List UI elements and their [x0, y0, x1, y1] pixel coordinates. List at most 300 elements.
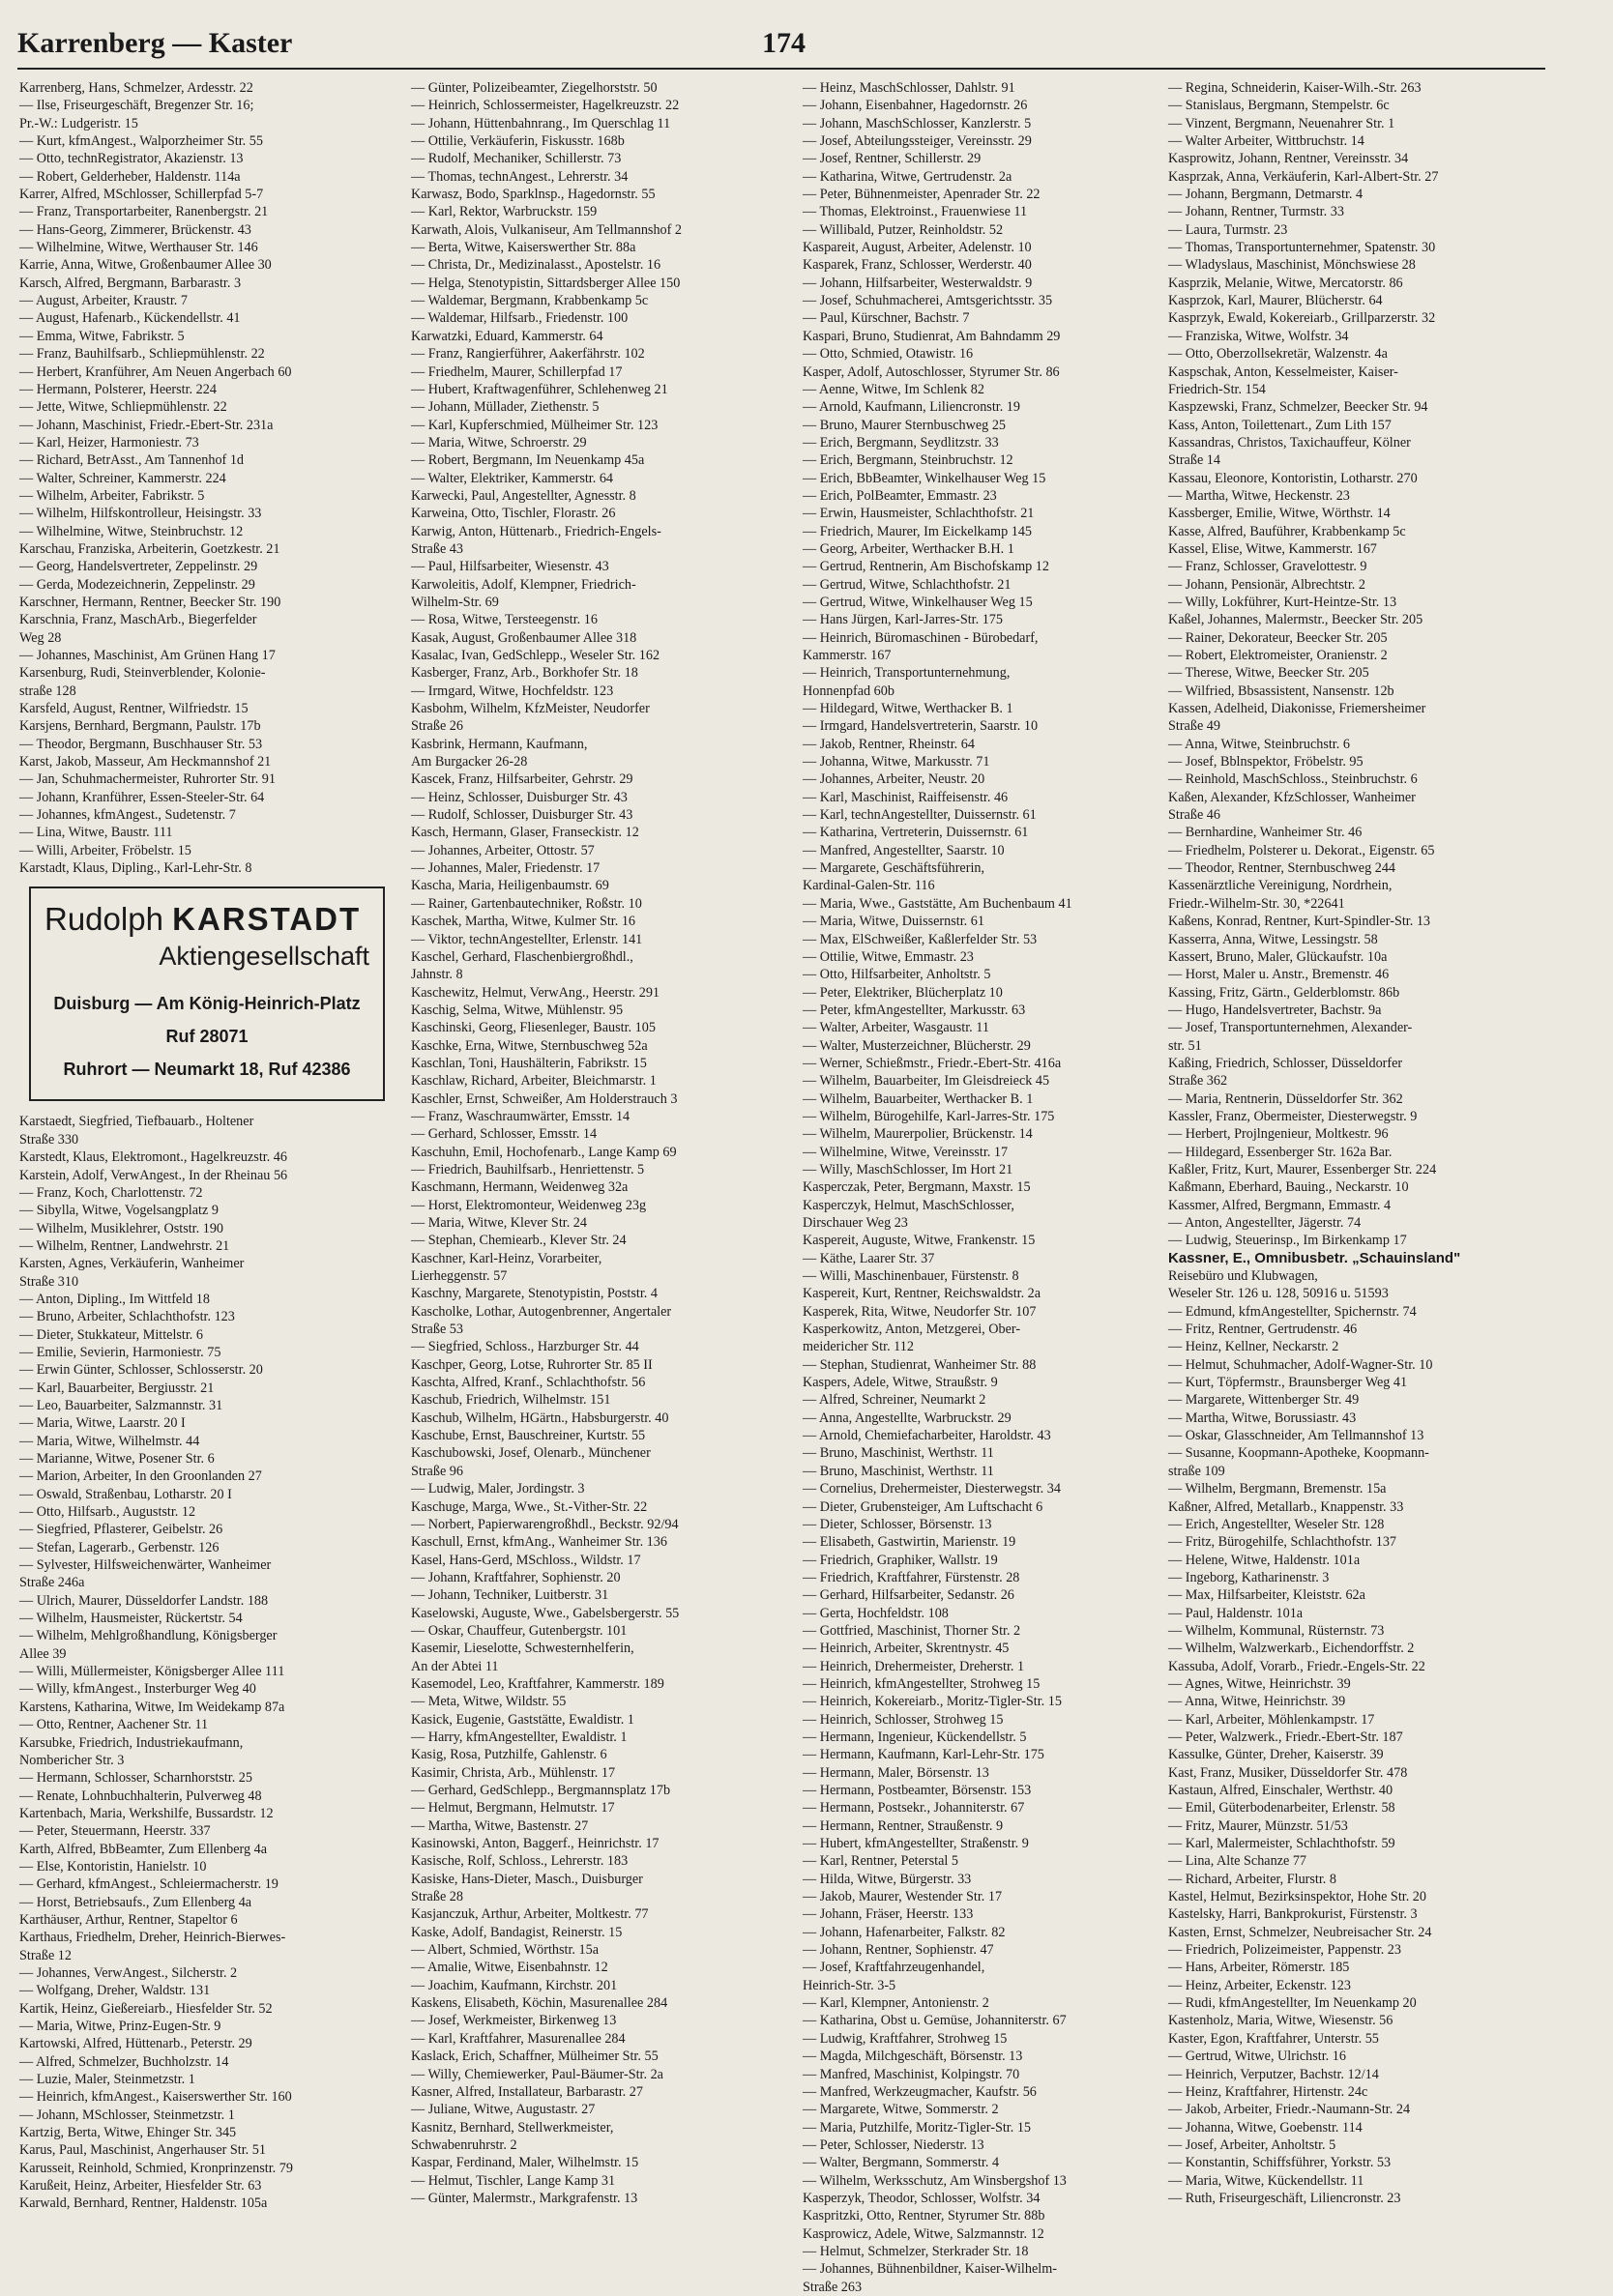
- directory-entry: Kasimir, Christa, Arb., Mühlenstr. 17: [411, 1764, 616, 1781]
- directory-entry: — Christa, Dr., Medizinalasst., Apostelstr. 16: [411, 257, 661, 274]
- directory-entry: — Erich, PolBeamter, Emmastr. 23: [803, 487, 997, 504]
- directory-entry: Kascha, Maria, Heiligenbaumstr. 69: [411, 878, 609, 894]
- directory-entry: — Johann, Techniker, Luitberstr. 31: [411, 1587, 609, 1604]
- directory-entry: — Hubert, kfmAngestellter, Straßenstr. 9: [803, 1836, 1029, 1852]
- directory-entry: — Otto, Schmied, Otawistr. 16: [803, 346, 974, 363]
- directory-entry: Friedr.-Wilhelm-Str. 30, *22641: [1168, 895, 1345, 912]
- directory-entry: — Maria, Witwe, Schroerstr. 29: [411, 434, 587, 450]
- directory-entry: Karth, Alfred, BbBeamter, Zum Ellenberg 4a: [19, 1841, 268, 1857]
- directory-entry: Kasch, Hermann, Glaser, Franseckistr. 12: [411, 825, 639, 841]
- directory-entry: Karrenberg, Hans, Schmelzer, Ardesstr. 22: [19, 80, 253, 96]
- directory-entry: — Hubert, Kraftwagenführer, Schlehenweg 21: [411, 381, 668, 397]
- directory-entry: — Katharina, Witwe, Gertrudenstr. 2a: [803, 168, 1012, 185]
- directory-entry: — Cornelius, Drehermeister, Diesterwegstr. 34: [803, 1481, 1061, 1497]
- directory-entry: — Agnes, Witwe, Heinrichstr. 39: [1168, 1675, 1351, 1692]
- directory-entry: Karwecki, Paul, Angestellter, Agnesstr. 8: [411, 487, 636, 504]
- directory-entry: — Josef, Werkmeister, Birkenweg 13: [411, 2013, 617, 2029]
- directory-entry: Kasparek, Franz, Schlosser, Werderstr. 40: [803, 257, 1032, 274]
- directory-entry: — Gerhard, GedSchlepp., Bergmannsplatz 17b: [411, 1783, 671, 1798]
- directory-entry: — Willi, Müllermeister, Königsberger Allee 111: [19, 1664, 285, 1680]
- directory-entry: — Siegfried, Pflasterer, Geibelstr. 26: [19, 1522, 223, 1538]
- directory-entry: — Dieter, Grubensteiger, Am Luftschacht 6: [803, 1498, 1043, 1515]
- directory-entry: Kasse, Alfred, Bauführer, Krabbenkamp 5c: [1168, 523, 1406, 539]
- directory-entry: — Anna, Witwe, Heinrichstr. 39: [1168, 1694, 1346, 1710]
- directory-entry: Kasel, Hans-Gerd, MSchloss., Wildstr. 17: [411, 1552, 641, 1568]
- directory-entry: — Karl, Bauarbeiter, Bergiusstr. 21: [19, 1380, 215, 1396]
- directory-entry: Kaschinski, Georg, Fliesenleger, Baustr. 105: [411, 1020, 656, 1036]
- directory-entry: str. 51: [1168, 1037, 1202, 1054]
- directory-entry: — Wilhelm, Bauarbeiter, Im Gleisdreieck 45: [803, 1073, 1050, 1090]
- directory-entry: Karsenburg, Rudi, Steinverblender, Kolonie-: [19, 665, 266, 682]
- directory-entry: Lierheggenstr. 57: [411, 1268, 508, 1285]
- directory-entry: — Katharina, Vertreterin, Duissernstr. 61: [803, 825, 1029, 841]
- directory-entry: Kascek, Franz, Hilfsarbeiter, Gehrstr. 29: [411, 771, 633, 788]
- directory-entry: — Karl, Rektor, Warbruckstr. 159: [411, 204, 598, 220]
- directory-entry: Kastenholz, Maria, Witwe, Wiesenstr. 56: [1168, 2013, 1393, 2029]
- directory-entry: — Waldemar, Bergmann, Krabbenkamp 5c: [411, 293, 649, 309]
- directory-entry: — Heinrich, Büromaschinen - Bürobedarf,: [803, 629, 1039, 646]
- directory-entry: — Maria, Wwe., Gaststätte, Am Buchenbaum 41: [803, 895, 1072, 912]
- column-3: [803, 79, 1178, 2295]
- ad-subtitle: Aktiengesellschaft: [159, 942, 369, 972]
- directory-entry: — Erich, BbBeamter, Winkelhauser Weg 15: [803, 470, 1046, 486]
- directory-entry: — Otto, Rentner, Aachener Str. 11: [19, 1717, 209, 1733]
- directory-entry: — Ruth, Friseurgeschäft, Liliencronstr. 23: [1168, 2190, 1401, 2206]
- directory-entry: Kartik, Heinz, Gießereiarb., Hiesfelder Str. 52: [19, 2000, 273, 2017]
- directory-entry: — Hermann, Postbeamter, Börsenstr. 153: [803, 1783, 1032, 1798]
- directory-entry: — Stephan, Chemiearb., Klever Str. 24: [411, 1233, 627, 1249]
- directory-entry: — Aenne, Witwe, Im Schlenk 82: [803, 381, 984, 397]
- directory-entry: — Marianne, Witwe, Posener Str. 6: [19, 1451, 215, 1467]
- directory-entry: — Jakob, Arbeiter, Friedr.-Naumann-Str. 24: [1168, 2102, 1411, 2118]
- directory-entry: Kasalac, Ivan, GedSchlepp., Weseler Str. 162: [411, 648, 660, 663]
- directory-entry: — Josef, Schuhmacherei, Amtsgerichtsstr. 35: [803, 293, 1053, 309]
- directory-entry: — Hermann, Postsekr., Johanniterstr. 67: [803, 1800, 1025, 1816]
- directory-entry: — Josef, Kraftfahrzeugenhandel,: [803, 1960, 985, 1976]
- running-head: Karrenberg — Kaster: [17, 27, 293, 59]
- directory-entry: Kaßler, Fritz, Kurt, Maurer, Essenberger Str. 224: [1168, 1161, 1437, 1177]
- directory-entry: Straße 53: [411, 1322, 463, 1338]
- directory-entry: — Friedrich, Graphiker, Wallstr. 19: [803, 1552, 998, 1568]
- directory-entry: — Paul, Kürschner, Bachstr. 7: [803, 310, 970, 327]
- directory-entry: Karwoleitis, Adolf, Klempner, Friedrich-: [411, 576, 636, 593]
- directory-entry: — Karl, Arbeiter, Möhlenkampstr. 17: [1168, 1711, 1375, 1728]
- directory-entry: — Rosa, Witwe, Tersteegenstr. 16: [411, 612, 598, 628]
- directory-entry: — Hermann, Ingenieur, Kückendellstr. 5: [803, 1729, 1027, 1745]
- directory-entry: — Margarete, Witwe, Sommerstr. 2: [803, 2102, 999, 2118]
- directory-entry: — Peter, Walzwerk., Friedr.-Ebert-Str. 187: [1168, 1729, 1403, 1745]
- directory-entry: Kardinal-Galen-Str. 116: [803, 878, 935, 894]
- directory-entry: — Erich, Bergmann, Seydlitzstr. 33: [803, 434, 999, 450]
- directory-entry: — Friedrich, Polizeimeister, Pappenstr. 23: [1168, 1942, 1401, 1959]
- directory-entry: — Johann, Eisenbahner, Hagedornstr. 26: [803, 98, 1028, 114]
- directory-entry: — Walter Arbeiter, Wittbruchstr. 14: [1168, 133, 1364, 150]
- directory-entry: Kastaun, Alfred, Einschaler, Werthstr. 40: [1168, 1783, 1393, 1798]
- directory-entry: Kasjanczuk, Arthur, Arbeiter, Moltkestr. 77: [411, 1906, 649, 1923]
- directory-entry: Kaßing, Friedrich, Schlosser, Düsseldorfer: [1168, 1055, 1403, 1071]
- directory-entry: — Waldemar, Hilfsarb., Friedenstr. 100: [411, 310, 629, 327]
- directory-entry: Karsjens, Bernhard, Bergmann, Paulstr. 17b: [19, 718, 261, 735]
- directory-entry: Kaschper, Georg, Lotse, Ruhrorter Str. 85 II: [411, 1356, 653, 1373]
- directory-entry: — Wilhelmine, Witwe, Werthauser Str. 146: [19, 240, 258, 256]
- directory-entry: Kaspar, Ferdinand, Maler, Wilhelmstr. 15: [411, 2155, 639, 2171]
- directory-entry: Kassandras, Christos, Taxichauffeur, Kölner: [1168, 434, 1411, 450]
- directory-entry: — Heinz, Schlosser, Duisburger Str. 43: [411, 789, 628, 805]
- directory-entry: — Ludwig, Kraftfahrer, Strohweg 15: [803, 2030, 1008, 2047]
- directory-entry: — Hildegard, Witwe, Werthacker B. 1: [803, 701, 1013, 717]
- directory-entry: — Robert, Elektromeister, Oranienstr. 2: [1168, 648, 1388, 663]
- karstadt-advertisement: [29, 886, 385, 1101]
- directory-entry: — Rudi, kfmAngestellter, Im Neuenkamp 20: [1168, 1995, 1417, 2012]
- directory-entry: — Susanne, Koopmann-Apotheke, Koopmann-: [1168, 1445, 1429, 1462]
- directory-entry: — Bruno, Maurer Sternbuschweg 25: [803, 417, 1007, 433]
- directory-entry: — Robert, Bergmann, Im Neuenkamp 45a: [411, 452, 645, 469]
- directory-entry: — Marion, Arbeiter, In den Groonlanden 27: [19, 1468, 262, 1485]
- directory-entry: — Johann, Kranführer, Essen-Steeler-Str. 64: [19, 789, 265, 805]
- directory-entry: — Jakob, Maurer, Westender Str. 17: [803, 1889, 1003, 1905]
- directory-entry: Kasische, Rolf, Schloss., Lehrerstr. 183: [411, 1853, 629, 1870]
- directory-entry: — Emma, Witwe, Fabrikstr. 5: [19, 328, 185, 344]
- directory-entry: Kasemir, Lieselotte, Schwesternhelferin,: [411, 1641, 634, 1657]
- directory-entry: — Peter, Schlosser, Niederstr. 13: [803, 2136, 984, 2153]
- directory-entry: — Franz, Schlosser, Gravelottestr. 9: [1168, 559, 1367, 575]
- directory-entry: — Josef, Transportunternehmen, Alexander-: [1168, 1020, 1413, 1036]
- directory-entry: Kaschel, Gerhard, Flaschenbiergroßhdl.,: [411, 948, 633, 965]
- directory-entry: — August, Hafenarb., Kückendellstr. 41: [19, 310, 241, 327]
- directory-entry: Straße 12: [19, 1947, 72, 1963]
- directory-entry: — Alfred, Schreiner, Neumarkt 2: [803, 1392, 986, 1409]
- directory-entry: Honnenpfad 60b: [803, 683, 894, 699]
- directory-entry: Karwath, Alois, Vulkaniseur, Am Tellmannshof 2: [411, 221, 682, 238]
- directory-entry: — Maria, Witwe, Prinz-Eugen-Str. 9: [19, 2019, 221, 2034]
- directory-entry: Straße 246a: [19, 1575, 85, 1591]
- directory-entry: — Willy, MaschSchlosser, Im Hort 21: [803, 1161, 1013, 1177]
- directory-entry: Karthaus, Friedhelm, Dreher, Heinrich-Bierwes-: [19, 1930, 286, 1946]
- directory-entry: — Wolfgang, Dreher, Waldstr. 131: [19, 1983, 211, 1999]
- directory-entry: Kaschlaw, Richard, Arbeiter, Bleichmarstr. 1: [411, 1073, 657, 1090]
- directory-entry: — Fritz, Rentner, Gertrudenstr. 46: [1168, 1322, 1358, 1338]
- directory-entry: Kastel, Helmut, Bezirksinspektor, Hohe Str. 20: [1168, 1889, 1426, 1905]
- directory-entry: — Karl, Kupferschmied, Mülheimer Str. 123: [411, 417, 659, 433]
- directory-entry: — Bruno, Arbeiter, Schlachthofstr. 123: [19, 1309, 235, 1325]
- directory-entry: — Alfred, Schmelzer, Buchholzstr. 14: [19, 2053, 229, 2070]
- directory-entry: — Arnold, Chemiefacharbeiter, Haroldstr. 43: [803, 1428, 1051, 1444]
- directory-entry: Kaschubowski, Josef, Olenarb., Münchener: [411, 1445, 651, 1462]
- directory-entry: Pr.-W.: Ludgeristr. 15: [19, 115, 138, 131]
- directory-entry: Kasperzyk, Theodor, Schlosser, Wolfstr. 34: [803, 2190, 1041, 2206]
- directory-entry: — Johannes, Bühnenbildner, Kaiser-Wilhelm-: [803, 2261, 1057, 2278]
- directory-entry: — Heinz, Kellner, Neckarstr. 2: [1168, 1339, 1339, 1355]
- directory-entry: Karschner, Hermann, Rentner, Beecker Str. 190: [19, 594, 281, 610]
- directory-entry: Kasserra, Anna, Witwe, Lessingstr. 58: [1168, 931, 1378, 947]
- directory-entry: — Johannes, Maschinist, Am Grünen Hang 17: [19, 648, 276, 663]
- directory-entry: — Johannes, VerwAngest., Silcherstr. 2: [19, 1964, 238, 1981]
- directory-entry: — Johanna, Witwe, Goebenstr. 114: [1168, 2119, 1363, 2136]
- ad-company-name: [44, 900, 369, 939]
- directory-entry: Kaschub, Friedrich, Wilhelmstr. 151: [411, 1392, 611, 1409]
- directory-entry: straße 128: [19, 683, 76, 699]
- directory-entry: Kaschlan, Toni, Haushälterin, Fabrikstr. 15: [411, 1055, 647, 1071]
- directory-entry: — Wilhelm, Mehlgroßhandlung, Königsberger: [19, 1628, 278, 1644]
- directory-entry: Kaspzewski, Franz, Schmelzer, Beecker Str. 94: [1168, 399, 1428, 416]
- directory-entry: — Stefan, Lagerarb., Gerbenstr. 126: [19, 1539, 220, 1555]
- directory-entry: — Gertrud, Witwe, Ulrichstr. 16: [1168, 2049, 1346, 2065]
- directory-entry: — Johann, Kraftfahrer, Sophienstr. 20: [411, 1569, 621, 1585]
- directory-entry: Kasprzak, Anna, Verkäuferin, Karl-Albert-Str. 27: [1168, 168, 1439, 185]
- directory-entry: — Gerta, Hochfeldstr. 108: [803, 1605, 949, 1621]
- directory-entry: — Friedrich, Maurer, Im Eickelkamp 145: [803, 523, 1033, 539]
- directory-entry: — Renate, Lohnbuchhalterin, Pulverweg 48: [19, 1787, 262, 1804]
- directory-entry: — Stanislaus, Bergmann, Stempelstr. 6c: [1168, 98, 1390, 114]
- directory-entry: — Ilse, Friseurgeschäft, Bregenzer Str. 16;: [19, 98, 254, 114]
- directory-entry: Kaschube, Ernst, Bauschreiner, Kurtstr. 55: [411, 1428, 646, 1444]
- directory-entry: Kaßel, Johannes, Malermstr., Beecker Str. 205: [1168, 612, 1423, 628]
- directory-entry: meidericher Str. 112: [803, 1339, 914, 1355]
- directory-entry: — Regina, Schneiderin, Kaiser-Wilh.-Str. 263: [1168, 80, 1422, 96]
- directory-entry: — Franz, Koch, Charlottenstr. 72: [19, 1184, 203, 1201]
- directory-entry: Kassler, Franz, Obermeister, Diesterwegstr. 9: [1168, 1108, 1418, 1124]
- directory-entry: — Maria, Witwe, Klever Str. 24: [411, 1215, 587, 1231]
- directory-entry: Kaselowski, Auguste, Wwe., Gabelsbergerstr. 55: [411, 1605, 680, 1621]
- directory-entry: — Wilhelm, Kommunal, Rüsternstr. 73: [1168, 1622, 1385, 1639]
- directory-entry: Kaspers, Adele, Witwe, Straußstr. 9: [803, 1375, 998, 1391]
- directory-entry: — Willi, Arbeiter, Fröbelstr. 15: [19, 842, 191, 858]
- column-2: [411, 79, 786, 2211]
- directory-entry: — Helene, Witwe, Haldenstr. 101a: [1168, 1552, 1361, 1568]
- directory-entry: — Franz, Rangierführer, Aakerfährstr. 102: [411, 346, 645, 363]
- directory-entry: — Erwin, Hausmeister, Schlachthofstr. 21: [803, 506, 1035, 522]
- directory-entry: Karrie, Anna, Witwe, Großenbaumer Allee 30: [19, 257, 272, 274]
- directory-entry: — Theodor, Rentner, Sternbuschweg 244: [1168, 860, 1396, 877]
- directory-entry: Am Burgacker 26-28: [411, 754, 528, 770]
- directory-entry: — Oswald, Straßenbau, Lotharstr. 20 I: [19, 1486, 232, 1502]
- directory-entry: — Otto, Hilfsarbeiter, Anholtstr. 5: [803, 967, 991, 983]
- directory-entry: — Ludwig, Maler, Jordingstr. 3: [411, 1481, 585, 1497]
- directory-entry: — Helmut, Bergmann, Helmutstr. 17: [411, 1800, 615, 1816]
- directory-entry: Kassen, Adelheid, Diakonisse, Friemersheimer: [1168, 701, 1426, 717]
- directory-entry: — Walter, Arbeiter, Wasgaustr. 11: [803, 1020, 989, 1036]
- directory-entry: — Johann, Hüttenbahnrang., Im Querschlag 11: [411, 115, 671, 131]
- directory-entry: Kaßen, Alexander, KfzSchlosser, Wanheimer: [1168, 789, 1416, 805]
- directory-entry: Kassing, Fritz, Gärtn., Gelderblomstr. 86b: [1168, 984, 1400, 1001]
- directory-entry: — Johann, Rentner, Turmstr. 33: [1168, 204, 1344, 220]
- directory-entry: — Franziska, Witwe, Wolfstr. 34: [1168, 328, 1349, 344]
- directory-entry: — Thomas, technAngest., Lehrerstr. 34: [411, 168, 629, 185]
- directory-entry: — Lina, Witwe, Baustr. 111: [19, 825, 173, 841]
- directory-entry: — Rainer, Dekorateur, Beecker Str. 205: [1168, 629, 1388, 646]
- directory-entry: Karstedt, Klaus, Elektromont., Hagelkreuzstr. 46: [19, 1149, 287, 1166]
- directory-entry: Kaspareit, August, Arbeiter, Adelenstr. 10: [803, 240, 1032, 256]
- directory-entry: — Karl, Rentner, Peterstal 5: [803, 1853, 958, 1870]
- ad-name-last: KARSTADT: [172, 901, 362, 938]
- directory-entry: Kasperek, Rita, Witwe, Neudorfer Str. 107: [803, 1303, 1037, 1320]
- directory-entry: — Josef, Rentner, Schillerstr. 29: [803, 151, 982, 167]
- directory-entry: — Johann, Hafenarbeiter, Falkstr. 82: [803, 1924, 1006, 1940]
- directory-entry: Dirschauer Weg 23: [803, 1215, 908, 1231]
- directory-entry: — Emil, Güterbodenarbeiter, Erlenstr. 58: [1168, 1800, 1395, 1816]
- directory-entry: Kasemodel, Leo, Kraftfahrer, Kammerstr. 189: [411, 1675, 664, 1692]
- directory-entry: — Lina, Alte Schanze 77: [1168, 1853, 1307, 1870]
- directory-entry: — Martha, Witwe, Borussiastr. 43: [1168, 1410, 1357, 1426]
- directory-entry: Kasbrink, Hermann, Kaufmann,: [411, 736, 588, 752]
- directory-entry: — Karl, Malermeister, Schlachthofstr. 59: [1168, 1836, 1395, 1852]
- directory-entry: — Wilhelm, Rentner, Landwehrstr. 21: [19, 1237, 230, 1254]
- directory-entry: Kaßner, Alfred, Metallarb., Knappenstr. 33: [1168, 1498, 1404, 1515]
- directory-entry: Kaschub, Wilhelm, HGärtn., Habsburgerstr. 40: [411, 1410, 669, 1426]
- directory-entry: Schwabenruhrstr. 2: [411, 2136, 517, 2153]
- directory-entry: Kassuba, Adolf, Vorarb., Friedr.-Engels-Str. 22: [1168, 1658, 1425, 1674]
- directory-entry: — Helga, Stenotypistin, Sittardsberger Allee 150: [411, 275, 681, 291]
- directory-entry: — Herbert, Kranführer, Am Neuen Angerbach 60: [19, 363, 292, 380]
- directory-entry: — Josef, Bblnspektor, Fröbelstr. 95: [1168, 754, 1364, 770]
- directory-entry: — Josef, Abteilungssteiger, Vereinsstr. 29: [803, 133, 1032, 150]
- directory-entry: Weg 28: [19, 629, 62, 646]
- directory-entry: — Oskar, Glasschneider, Am Tellmannshof 13: [1168, 1428, 1424, 1444]
- directory-entry: — Wladyslaus, Maschinist, Mönchswiese 28: [1168, 257, 1416, 274]
- directory-entry: — Heinrich, Schlossermeister, Hagelkreuzstr. 22: [411, 98, 680, 114]
- directory-entry: — Wilfried, Bbsassistent, Nansenstr. 12b: [1168, 683, 1394, 699]
- directory-entry: Allee 39: [19, 1645, 67, 1662]
- directory-entry: Kast, Franz, Musiker, Düsseldorfer Str. 478: [1168, 1764, 1408, 1781]
- directory-entry: — Irmgard, Witwe, Hochfeldstr. 123: [411, 683, 614, 699]
- directory-entry: Kasak, August, Großenbaumer Allee 318: [411, 629, 637, 646]
- directory-entry: — Herbert, Projlngenieur, Moltkestr. 96: [1168, 1126, 1389, 1143]
- directory-entry: — August, Arbeiter, Kraustr. 7: [19, 293, 188, 309]
- column-4: [1168, 79, 1555, 2211]
- directory-entry: — Albert, Schmied, Wörthstr. 15a: [411, 1942, 600, 1959]
- directory-entry: — Karl, Klempner, Antonienstr. 2: [803, 1995, 989, 2012]
- directory-entry: Kaschta, Alfred, Kranf., Schlachthofstr. 56: [411, 1375, 646, 1391]
- directory-entry: Kasiske, Hans-Dieter, Masch., Duisburger: [411, 1871, 643, 1887]
- directory-entry: — Ludwig, Steuerinsp., Im Birkenkamp 17: [1168, 1233, 1407, 1249]
- directory-entry: — Reinhold, MaschSchloss., Steinbruchstr. 6: [1168, 771, 1418, 788]
- directory-entry: — Theodor, Bergmann, Buschhauser Str. 53: [19, 736, 263, 752]
- ad-address-duisburg: Duisburg — Am König-Heinrich-Platz: [53, 994, 361, 1014]
- directory-entry: — Maria, Witwe, Duissernstr. 61: [803, 914, 984, 930]
- directory-entry: — Horst, Maler u. Anstr., Bremenstr. 46: [1168, 967, 1390, 983]
- directory-entry: — Anna, Angestellte, Warbruckstr. 29: [803, 1410, 1012, 1426]
- directory-entry: — Sylvester, Hilfsweichenwärter, Wanheimer: [19, 1557, 272, 1574]
- directory-entry: — Hans Jürgen, Karl-Jarres-Str. 175: [803, 612, 1003, 628]
- directory-entry: Karusseit, Reinhold, Schmied, Kronprinzenstr. 79: [19, 2160, 293, 2176]
- directory-entry: — Johannes, Maler, Friedenstr. 17: [411, 860, 601, 877]
- directory-entry: Straße 96: [411, 1463, 463, 1479]
- directory-entry: — Heinz, Kraftfahrer, Hirtenstr. 24c: [1168, 2083, 1368, 2100]
- directory-entry: — Jakob, Rentner, Rheinstr. 64: [803, 736, 975, 752]
- directory-entry: Kasten, Ernst, Schmelzer, Neubreisacher Str. 24: [1168, 1924, 1432, 1940]
- directory-entry: Kasper, Adolf, Autoschlosser, Styrumer Str. 86: [803, 363, 1060, 380]
- directory-entry: — Paul, Haldenstr. 101a: [1168, 1605, 1304, 1621]
- directory-entry: Karthäuser, Arthur, Rentner, Stapeltor 6: [19, 1911, 238, 1928]
- directory-entry: — Wilhelm, Bauarbeiter, Werthacker B. 1: [803, 1090, 1034, 1107]
- directory-entry: — Norbert, Papierwarengroßhdl., Beckstr. 92/94: [411, 1516, 679, 1532]
- directory-entry: — Friedrich, Kraftfahrer, Fürstenstr. 28: [803, 1569, 1020, 1585]
- directory-entry: — Else, Kontoristin, Hanielstr. 10: [19, 1858, 207, 1875]
- directory-entry: — Ingeborg, Katharinenstr. 3: [1168, 1569, 1330, 1585]
- directory-entry: — Kurt, kfmAngest., Walporzheimer Str. 55: [19, 133, 263, 150]
- directory-entry: Heinrich-Str. 3-5: [803, 1977, 896, 1993]
- directory-entry: Karwig, Anton, Hüttenarb., Friedrich-Engels-: [411, 523, 661, 539]
- directory-entry: — Wilhelm, Werksschutz, Am Winsbergshof 13: [803, 2172, 1067, 2189]
- directory-entry: Kastelsky, Harri, Bankprokurist, Fürstenstr. 3: [1168, 1906, 1418, 1923]
- directory-entry: — Oskar, Chauffeur, Gutenbergstr. 101: [411, 1622, 628, 1639]
- directory-entry: Kasperczak, Peter, Bergmann, Maxstr. 15: [803, 1179, 1031, 1196]
- directory-entry: — Manfred, Angestellter, Saarstr. 10: [803, 842, 1005, 858]
- column-1-entries-top: [19, 79, 395, 877]
- directory-entry: — Johann, Maschinist, Friedr.-Ebert-Str. 231a: [19, 417, 274, 433]
- directory-entry: — Meta, Witwe, Wildstr. 55: [411, 1694, 567, 1710]
- directory-entry: — Heinrich, Schlosser, Strohweg 15: [803, 1711, 1004, 1728]
- directory-entry: Kassulke, Günter, Dreher, Kaiserstr. 39: [1168, 1747, 1384, 1763]
- directory-entry: — Johannes, Arbeiter, Neustr. 20: [803, 771, 985, 788]
- directory-entry: Straße 362: [1168, 1073, 1228, 1090]
- directory-entry: Kascholke, Lothar, Autogenbrenner, Angertaler: [411, 1303, 672, 1320]
- directory-entry: — Viktor, technAngestellter, Erlenstr. 141: [411, 931, 643, 947]
- directory-entry: — Helmut, Tischler, Lange Kamp 31: [411, 2172, 616, 2189]
- directory-entry: Straße 330: [19, 1131, 79, 1148]
- directory-entry: Karstadt, Klaus, Dipling., Karl-Lehr-Str. 8: [19, 860, 252, 877]
- directory-entry: Kassert, Bruno, Maler, Glückaufstr. 10a: [1168, 948, 1388, 965]
- directory-entry: Kammerstr. 167: [803, 648, 892, 663]
- directory-entry: — Erich, Bergmann, Steinbruchstr. 12: [803, 452, 1013, 469]
- directory-entry: Kassmer, Alfred, Bergmann, Emmastr. 4: [1168, 1197, 1392, 1213]
- directory-entry: — Wilhelm, Bergmann, Bremenstr. 15a: [1168, 1481, 1387, 1497]
- directory-entry: Kaschmann, Hermann, Weidenweg 32a: [411, 1179, 629, 1196]
- directory-entry: Kaspereit, Kurt, Rentner, Reichswaldstr. 2a: [803, 1286, 1041, 1302]
- directory-entry: Nombericher Str. 3: [19, 1752, 125, 1768]
- directory-entry: — Peter, Bühnenmeister, Apenrader Str. 22: [803, 187, 1041, 203]
- directory-entry: Kaschek, Martha, Witwe, Kulmer Str. 16: [411, 914, 636, 930]
- directory-entry: — Willy, kfmAngest., Insterburger Weg 40: [19, 1681, 256, 1698]
- directory-entry: Kaster, Egon, Kraftfahrer, Unterstr. 55: [1168, 2030, 1379, 2047]
- directory-entry: Straße 46: [1168, 807, 1220, 824]
- directory-entry: Kaslack, Erich, Schaffner, Mülheimer Str. 55: [411, 2049, 659, 2065]
- directory-entry: Kasbohm, Wilhelm, KfzMeister, Neudorfer: [411, 701, 650, 717]
- directory-entry: — Ottilie, Witwe, Emmastr. 23: [803, 948, 974, 965]
- directory-entry: Kartowski, Alfred, Hüttenarb., Peterstr. 29: [19, 2036, 252, 2052]
- directory-entry: — Max, ElSchweißer, Kaßlerfelder Str. 53: [803, 931, 1038, 947]
- directory-entry: Kartzig, Berta, Witwe, Ehinger Str. 345: [19, 2125, 237, 2141]
- directory-entry: — Willy, Chemiewerker, Paul-Bäumer-Str. 2a: [411, 2066, 663, 2082]
- directory-entry: — Johann, Pensionär, Albrechtstr. 2: [1168, 576, 1365, 593]
- directory-entry: — Bruno, Maschinist, Werthstr. 11: [803, 1445, 994, 1462]
- directory-entry: — Horst, Betriebsaufs., Zum Ellenberg 4a: [19, 1894, 252, 1910]
- directory-entry: — Wilhelmine, Witwe, Vereinsstr. 17: [803, 1144, 1009, 1160]
- directory-entry: — Johannes, kfmAngest., Sudetenstr. 7: [19, 807, 236, 824]
- directory-entry: — Johann, Rentner, Sophienstr. 47: [803, 1942, 994, 1959]
- directory-entry: — Wilhelm, Bürogehilfe, Karl-Jarres-Str. 175: [803, 1108, 1055, 1124]
- directory-entry: — Rainer, Gartenbautechniker, Roßstr. 10: [411, 895, 642, 912]
- column-1: [19, 79, 395, 2211]
- directory-entry: — Gertrud, Witwe, Winkelhauser Weg 15: [803, 594, 1033, 610]
- directory-entry: Karsten, Agnes, Verkäuferin, Wanheimer: [19, 1256, 245, 1272]
- directory-entry: — Jette, Witwe, Schliepmühlenstr. 22: [19, 399, 227, 416]
- directory-entry: — Rudolf, Schlosser, Duisburger Str. 43: [411, 807, 633, 824]
- directory-entry: Kasprzik, Melanie, Witwe, Mercatorstr. 86: [1168, 275, 1403, 291]
- directory-entry: — Wilhelm, Arbeiter, Fabrikstr. 5: [19, 487, 205, 504]
- directory-entry: — Emilie, Sevierin, Harmoniestr. 75: [19, 1344, 221, 1360]
- directory-entry: Kassenärztliche Vereinigung, Nordrhein,: [1168, 878, 1393, 894]
- directory-entry: — Magda, Milchgeschäft, Börsenstr. 13: [803, 2049, 1023, 2065]
- directory-entry: — Edmund, kfmAngestellter, Spichernstr. 74: [1168, 1303, 1417, 1320]
- directory-entry: Kasner, Alfred, Installateur, Barbarastr. 27: [411, 2083, 643, 2100]
- directory-entry: — Anton, Angestellter, Jägerstr. 74: [1168, 1215, 1362, 1231]
- directory-entry: — Günter, Malermstr., Markgrafenstr. 13: [411, 2190, 638, 2206]
- directory-entry: — Willi, Maschinenbauer, Fürstenstr. 8: [803, 1268, 1019, 1285]
- directory-entry: — Maria, Rentnerin, Düsseldorfer Str. 362: [1168, 1090, 1403, 1107]
- directory-entry: Friedrich-Str. 154: [1168, 381, 1266, 397]
- directory-entry: Kasprzyk, Ewald, Kokereiarb., Grillparzerstr. 32: [1168, 310, 1436, 327]
